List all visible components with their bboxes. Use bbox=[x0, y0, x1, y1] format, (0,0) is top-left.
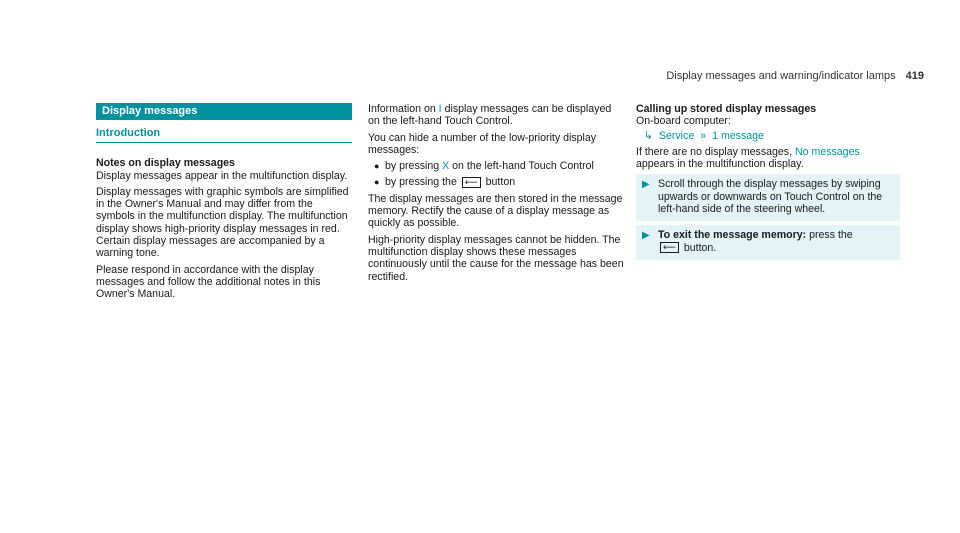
notes-heading: Notes on display messages bbox=[96, 157, 235, 170]
info-icon: I bbox=[438, 103, 442, 115]
menu-arrow-icon: ↳ bbox=[644, 129, 653, 142]
running-header bbox=[666, 70, 924, 82]
action-step-text bbox=[658, 229, 853, 254]
chapter-title: Display messages and warning/indicator lamps bbox=[666, 70, 896, 82]
list-item-text bbox=[385, 160, 594, 172]
no-messages-text: No messages bbox=[795, 145, 860, 158]
text: on the left-hand Touch Control bbox=[449, 160, 594, 173]
column-2 bbox=[368, 103, 624, 287]
column-3 bbox=[636, 103, 900, 264]
text: appears in the multifunction display. bbox=[636, 158, 804, 171]
back-button-icon: ⟵ bbox=[462, 177, 481, 188]
column-1 bbox=[96, 103, 352, 305]
text: Information on bbox=[368, 103, 439, 115]
list-item bbox=[374, 160, 624, 172]
action-step bbox=[636, 225, 900, 260]
text: button. bbox=[680, 241, 717, 254]
paragraph bbox=[368, 103, 624, 128]
back-button-icon: ⟵ bbox=[660, 242, 679, 253]
bullet-icon: ● bbox=[374, 177, 380, 188]
paragraph: Please respond in accordance with the display messages and follow the additional notes in this Owner's Manual. bbox=[96, 263, 321, 301]
action-arrow-icon: ▶ bbox=[642, 179, 650, 191]
text: by pressing the bbox=[385, 176, 460, 189]
list-item-text bbox=[385, 176, 515, 188]
list-item bbox=[374, 176, 624, 188]
menu-path bbox=[644, 130, 900, 142]
section-title-bar: Display messages bbox=[96, 103, 352, 120]
text: To exit the message memory: bbox=[658, 229, 807, 242]
bullet-icon: ● bbox=[374, 161, 380, 172]
action-step bbox=[636, 174, 900, 221]
double-chevron-icon: » bbox=[700, 129, 707, 142]
text: display messages can be displayed on the left-hand Touch Control. bbox=[368, 103, 612, 128]
paragraph: The display messages are then stored in the message memory. Rectify the cause of a display message as quickly as possible. bbox=[368, 192, 623, 230]
menu-path-message: 1 message bbox=[712, 129, 764, 142]
paragraph: Display messages appear in the multifunction display. bbox=[96, 169, 348, 182]
procedure-heading: Calling up stored display messages bbox=[636, 103, 817, 115]
action-step-text: Scroll through the display messages by swiping upwards or downwards on Touch Control on the left-hand side of the steering wheel. bbox=[658, 178, 883, 216]
text: press the bbox=[806, 229, 853, 242]
menu-path-service: Service bbox=[658, 129, 695, 142]
subsection-title: Introduction bbox=[96, 127, 352, 143]
paragraph bbox=[636, 146, 900, 171]
paragraph: You can hide a number of the low-priority display messages: bbox=[368, 131, 597, 156]
text: by pressing bbox=[385, 160, 443, 173]
text: button bbox=[482, 176, 516, 189]
action-arrow-icon: ▶ bbox=[642, 230, 650, 242]
paragraph: High-priority display messages cannot be hidden. The multifunction display shows these messages continuously until the cause for the message has been rectified. bbox=[368, 233, 624, 283]
text: If there are no display messages, bbox=[636, 145, 795, 158]
paragraph: Display messages with graphic symbols are simplified in the Owner's Manual and may differ from the symbols in the multifunction display. The multifunction display shows high-priority display messages in red. Certain display messages are accompanied by a warning tone. bbox=[96, 185, 349, 260]
page-number: 419 bbox=[905, 70, 924, 82]
close-icon: X bbox=[442, 160, 450, 173]
on-board-computer-label: On-board computer: bbox=[636, 115, 731, 128]
